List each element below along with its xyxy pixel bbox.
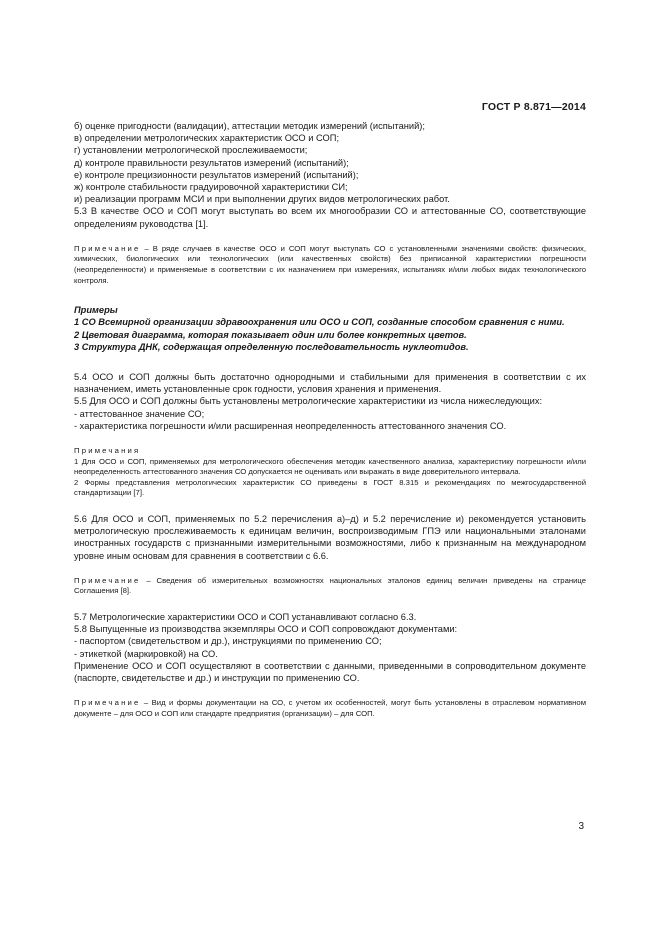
note-item: 2 Формы представления метрологических характеристик СО приведены в ГОСТ 8.315 и рекомендациях по межгосударственной стандартизации [7]. bbox=[74, 477, 586, 498]
example-item: 1 СО Всемирной организации здравоохранения или ОСО и СОП, созданные способом сравнения с ними. bbox=[74, 317, 565, 328]
note-text: – Вид и формы документации на СО, с учетом их особенностей, могут быть установлены в отраслевом нормативном документе – для ОСО и СОП или стандарте предприятия (организации) – для СОП. bbox=[74, 698, 586, 718]
list-item: и) реализации программ МСИ и при выполнении других видов метрологических работ. bbox=[74, 194, 450, 205]
page-number: 3 bbox=[578, 821, 584, 832]
note-label: Примечание bbox=[74, 698, 141, 708]
note-text: – В ряде случаев в качестве ОСО и СОП могут выступать СО с установленными значениями свойств: физических, химических, биологических или технологических (или качественных свойств) без приписанной характеристики погрешности (неопределенности) и применяемые в соответствии с их назначением при измерениях, испытаниях и/или любых видах технологического контроля. bbox=[74, 243, 586, 285]
list-item: ж) контроле стабильности градуировочной характеристики СИ; bbox=[74, 182, 348, 193]
list-item: б) оценке пригодности (валидации), аттестации методик измерений (испытаний); bbox=[74, 121, 425, 131]
note-item: 1 Для ОСО и СОП, применяемых для метрологического обеспечения методик качественного анализа, характеристику погрешности и/или неопределенность аттестованного значения СО допускается не оценивать или выражать в виде доверительного интервала. bbox=[74, 456, 586, 477]
paragraph-5-4: 5.4 ОСО и СОП должны быть достаточно однородными и стабильными для применения в соответствии с их назначением, иметь установленные срок годности, условия хранения и применения. bbox=[74, 372, 586, 395]
list-item: - аттестованное значение СО; bbox=[74, 408, 205, 419]
note-4 bbox=[74, 698, 586, 719]
example-item: 2 Цветовая диаграмма, которая показывает один или более конкретных цветов. bbox=[74, 329, 467, 340]
notes-2 bbox=[74, 446, 586, 499]
application-list bbox=[74, 120, 586, 205]
paragraph-5-8: 5.8 Выпущенные из производства экземпляры ОСО и СОП сопровождают документами: bbox=[74, 624, 458, 635]
note-label: Примечание bbox=[74, 575, 141, 585]
note-3 bbox=[74, 576, 586, 597]
note-text: – Сведения об измерительных возможностях национальных эталонов единиц величин приведены на странице Соглашения [8]. bbox=[74, 575, 586, 596]
list-item: д) контроле правильности результатов измерений (испытаний); bbox=[74, 157, 349, 168]
paragraph-5-3: 5.3 В качестве ОСО и СОП могут выступать во всем их многообразии СО и аттестованные СО, соответствующие определениям руководства [1]. bbox=[74, 206, 586, 229]
examples-block bbox=[74, 304, 586, 353]
list-item: е) контроле прецизионности результатов измерений (испытаний); bbox=[74, 169, 359, 180]
paragraph-5-7: 5.7 Метрологические характеристики ОСО и СОП устанавливают согласно 6.3. bbox=[74, 612, 417, 622]
example-item: 3 Структура ДНК, содержащая определенную последовательность нуклеотидов. bbox=[74, 341, 469, 352]
list-item: г) установлении метрологической прослеживаемости; bbox=[74, 145, 308, 156]
paragraph-5-5: 5.5 Для ОСО и СОП должны быть установлены метрологические характеристики из числа нижеследующих: bbox=[74, 396, 543, 407]
note-label: Примечание bbox=[74, 243, 141, 253]
document-header: ГОСТ Р 8.871—2014 bbox=[481, 101, 586, 113]
page-content bbox=[74, 120, 586, 719]
list-item: - паспортом (свидетельством и др.), инструкциями по применению СО; bbox=[74, 636, 382, 647]
paragraph-application: Применение ОСО и СОП осуществляют в соответствии с данными, приведенными в сопроводительном документе (паспорте, свидетельстве и др.) и инструкции по применению СО. bbox=[74, 660, 586, 684]
examples-title: Примеры bbox=[74, 305, 118, 316]
list-item: в) определении метрологических характеристик ОСО и СОП; bbox=[74, 133, 340, 144]
list-item: - этикеткой (маркировкой) на СО. bbox=[74, 648, 218, 659]
note-1 bbox=[74, 244, 586, 286]
notes-label: Примечания bbox=[74, 446, 141, 456]
paragraph-5-6: 5.6 Для ОСО и СОП, применяемых по 5.2 перечисления а)–д) и 5.2 перечисление и) рекомендуется установить метрологическую прослеживаемость к единицам величин, воспроизводимым ГПЭ или национальными эталонами иностранных государств с признанными измерительными возможностями, либо к признанным на международном уровне иным основам для сравнения в соответствии с 6.6. bbox=[74, 514, 586, 561]
list-item: - характеристика погрешности и/или расширенная неопределенность аттестованного значения СО. bbox=[74, 420, 507, 431]
